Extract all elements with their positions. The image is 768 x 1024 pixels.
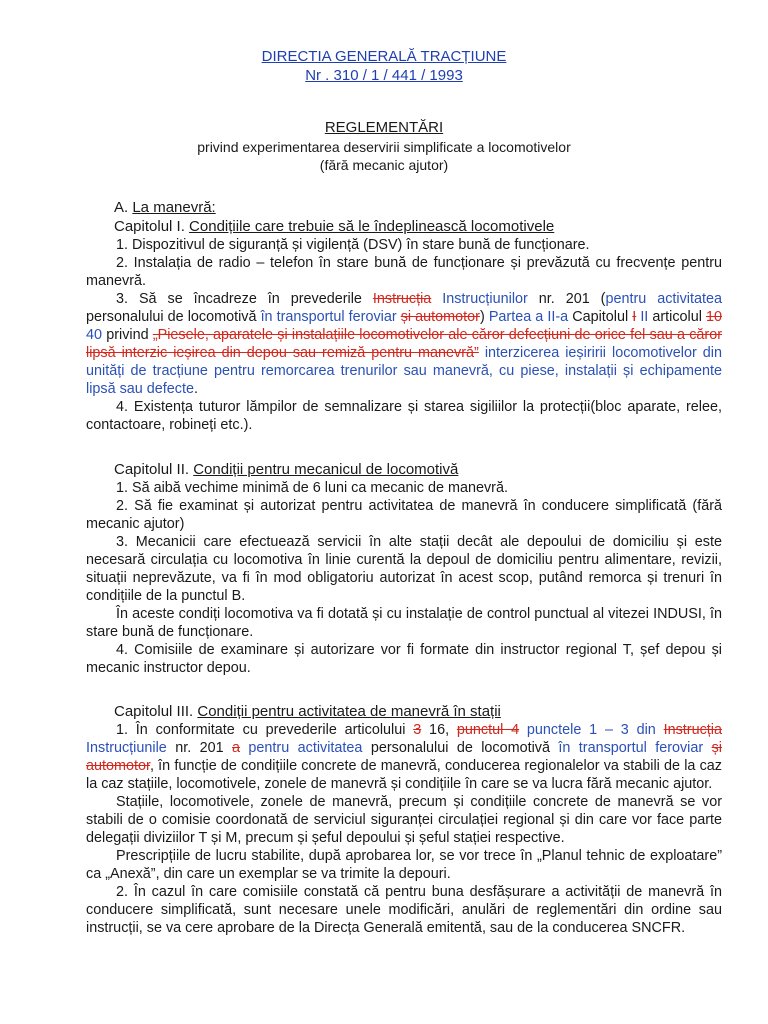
chapter-2-heading: Capitolul II. Condiții pentru mecanicul de locomotivă [114,461,459,478]
ch3-item-1: 1. În conformitate cu prevederile articolului 3 16, punctul 4 punctele 1 – 3 din Instrucția Instrucțiunile nr. 201 a pentru activitatea personalului de locomotivă în transportul feroviar și automotor, în funcție de condițiile concrete de manevră, conducerea regionalelor va stabili de la caz la caz stațiile, locomotivele, zonele de manevră și condițiile în care se va lucra fără mecanic ajutor. [86,722,722,792]
chapter-1-heading: Capitolul I. Condițiile care trebuie să le îndeplinească locomotivele [114,218,555,235]
ch2-item-4: 4. Comisiile de examinare și autorizare vor fi formate din instructor regional T, șef depou și mecanic instructor depou. [86,642,722,676]
document-title: REGLEMENTĂRI [324,119,444,136]
ch3-paragraph-3: Prescripțiile de lucru stabilite, după aprobarea lor, se vor trece în „Planul tehnic de exploatare” ca „Anexă”, din care un exemplar se va trimite la depouri. [86,848,722,882]
inserted-text: Instrucțiunile [86,740,167,756]
ch1-item-1: 1. Dispozitivul de siguranță și vigilență (DSV) în stare bună de funcționare. [116,237,590,253]
ch2-item-1: 1. Să aibă vechime minimă de 6 luni ca mecanic de manevră. [116,480,508,496]
ch2-item-2: 2. Să fie examinat și autorizat pentru activitatea de manevră în conducere simplificată (fără mecanic ajutor) [86,498,722,532]
inserted-text: interzicerea ieșiririi locomotivelor din unități de tracțiune pentru remorcarea trenurilor sau manevră, cu piese, instalații și echipamente lipsă sau defecte [86,345,722,397]
document-subtitle: privind experimentarea deservirii simplificate a locomotivelor [197,139,571,155]
inserted-text: pentru activitatea [248,740,363,756]
inserted-text: Instrucțiunilor [431,291,528,307]
deleted-text: „Piesele, aparatele și instalațiile locomotivelor ale căror defecțiuni de orice fel sau a căror lipsă interzic ieșirea din depou sau remiză pentru manevră” [86,327,722,361]
deleted-text: a [232,740,241,756]
deleted-text: 3 [413,722,422,738]
ch1-item-2: 2. Instalația de radio – telefon în stare bună de funcționare și prevăzută cu frecvențe pentru manevră. [86,255,722,289]
document-subtitle-note: (fără mecanic ajutor) [319,157,449,173]
deleted-text: 10 [706,309,723,325]
chapter-3-heading: Capitolul III. Condiții pentru activitatea de manevră în stații [114,703,501,720]
ch1-item-3: 3. Să se încadreze în prevederile Instrucția Instrucțiunilor nr. 201 (pentru activitatea personalului de locomotivă în transportul feroviar și automotor) Partea a II-a Capitolul I II articolul 10 40 privind „Piesele, aparatele și instalațiile locomotivelor ale căror defecțiuni de orice fel sau a căror lipsă interzic ieșirea din depou sau remiză pentru manevră” interzicerea ieșiririi locomotivelor din unități de tracțiune pentru remorcarea trenurilor sau manevră, cu piese, instalații și echipamente lipsă sau defecte. [86,291,723,397]
deleted-text: și automotor [86,740,722,774]
ch2-item-3: 3. Mecanicii care efectuează servicii în alte stații decât ale depoului de domiciliu și este necesară circulația cu locomotiva în linie curentă la depoul de domiciliu pentru alimentare, revizii, situații neprevăzute, va fi în mod obligatoriu autorizat în acest scop, putând remorca și trenuri în condițiile de la punctul B. [86,534,722,604]
inserted-text: Partea a II-a [488,309,569,325]
deleted-text: Instrucția [663,722,722,738]
chapter-2-block [86,460,722,677]
inserted-text: 40 [86,327,103,343]
ch3-paragraph-2: Stațiile, locomotivele, zonele de manevră, precum și condițiile concrete de manevră se vor stabili de o comisie coordonată de serviciul siguranței circulației regional și din care vor face parte delegații diviziilor T și M, precum și șeful depoului și șeful stației respective. [86,794,722,846]
deleted-text: Instrucția [372,291,432,307]
inserted-text: în transportul feroviar [558,740,704,756]
inserted-text: II [640,309,649,325]
document-number: Nr . 310 / 1 / 441 / 1993 [305,67,463,84]
deleted-text: punctul 4 [456,722,520,738]
inserted-text: punctele 1 – 3 din [526,722,656,738]
deleted-text: și automotor [400,309,480,325]
ch1-item-4: 4. Existența tuturor lămpilor de semnalizare și starea sigiliilor la protecții(bloc aparate, relee, contactoare, robineți etc.). [86,399,722,433]
chapter-3-block [86,702,722,937]
inserted-text: pentru activitatea [605,291,723,307]
issuer-heading: DIRECTIA GENERALĂ TRACȚIUNE [261,48,507,65]
section-a-heading: A. La manevră: [114,199,216,216]
deleted-text: I [632,309,637,325]
inserted-text: în transportul feroviar [260,309,397,325]
chapter-1-block [86,198,722,434]
ch3-item-2: 2. În cazul în care comisiile constată că pentru buna desfășurare a activității de manevră în conducere simplificată, sunt necesare unele modificări, anulări de reglementări din ordine sau instrucții, se va cere aprobare de la Direcța Generală emitentă, sau de la conducerea SNCFR. [86,884,722,936]
ch2-item-3-note: În aceste condiți locomotiva va fi dotată și cu instalație de control punctual al vitezei INDUSI, în stare bună de funcționare. [86,606,722,640]
